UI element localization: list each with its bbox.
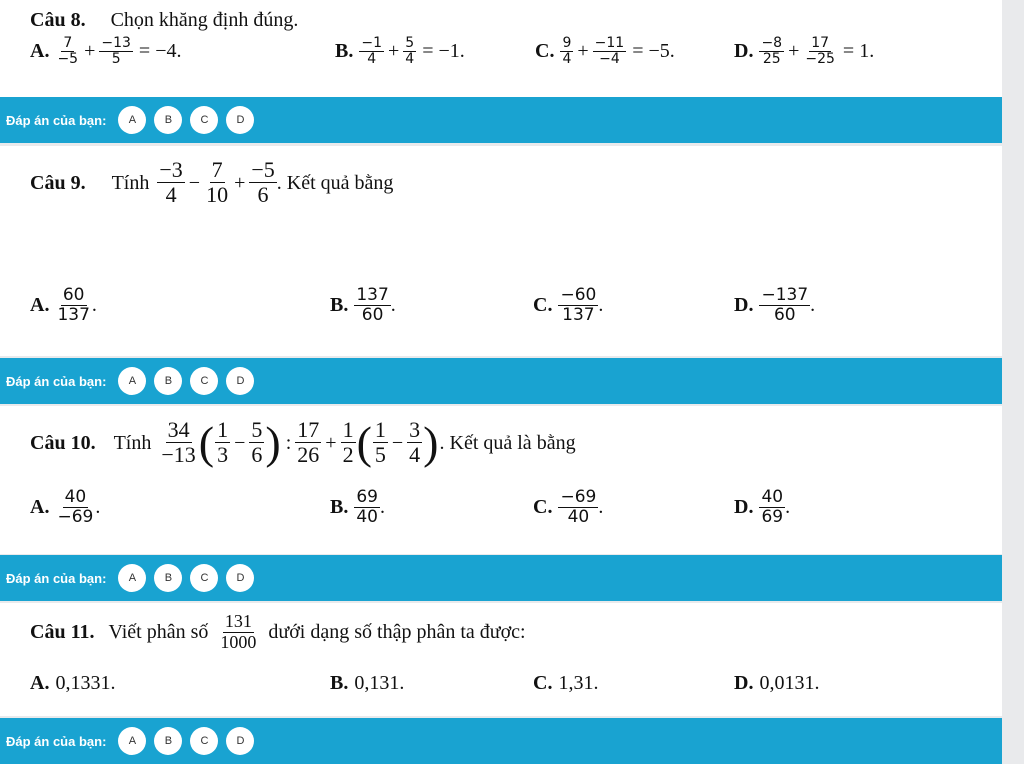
q11-choice-a: A. 0,1331.	[30, 672, 116, 694]
answer-option-c[interactable]: C	[190, 564, 218, 592]
answer-option-b[interactable]: B	[154, 367, 182, 395]
answer-option-c[interactable]: C	[190, 106, 218, 134]
q8-choice-a: A. $\frac{7}{-5}$ + $\frac{-13}{5}$ = −4.	[30, 35, 182, 68]
answer-bar-q11: Đáp án của bạn: A B C D	[0, 718, 1002, 764]
question-text: Chọn khăng định đúng.	[110, 9, 299, 31]
q11-choice-c: C. 1,31.	[533, 672, 599, 694]
answer-option-a[interactable]: A	[118, 367, 146, 395]
question-8-header	[30, 8, 298, 32]
answer-option-d[interactable]: D	[226, 367, 254, 395]
answer-bar-q10: Đáp án của bạn: A B C D	[0, 555, 1002, 601]
question-label: Câu 10.	[30, 431, 96, 454]
q9-choice-c: C. $\frac{-60}{137}$ .	[533, 285, 604, 325]
answer-option-a[interactable]: A	[118, 106, 146, 134]
q9-choice-b: B. $\frac{137}{60}$ .	[330, 285, 396, 325]
answer-option-b[interactable]: B	[154, 564, 182, 592]
answer-option-b[interactable]: B	[154, 727, 182, 755]
answer-option-d[interactable]: D	[226, 106, 254, 134]
question-label: Câu 9.	[30, 171, 86, 194]
question-11-header: Câu 11. Viết phân số $\frac{131}{1000}$ dưới dạng số thập phân ta được:	[30, 611, 526, 652]
question-10-header: Câu 10. Tính $\frac{34}{-13}$ ( $\frac{1}{3}$ − $\frac{5}{6}$ ) : $\frac{17}{26}$ + $\frac{1}{2}$ ( $\frac{1}{5}$ − $\frac{3}{4}$ ) . Kết quả là bằng	[30, 416, 576, 468]
answer-option-a[interactable]: A	[118, 564, 146, 592]
question-9-header: Câu 9. Tính $\frac{-3}{4}$ − $\frac{7}{10}$ + $\frac{-5}{6}$ . Kết quả bằng	[30, 157, 394, 208]
answer-option-a[interactable]: A	[118, 727, 146, 755]
scrollbar-track[interactable]	[1002, 0, 1024, 764]
q11-choice-d: D. 0,0131.	[734, 672, 820, 694]
answer-bar-q8	[0, 97, 1002, 143]
question-label: Câu 8.	[30, 9, 86, 31]
answer-bar-label: Đáp án của bạn:	[6, 112, 107, 128]
q10-choice-d: D. $\frac{40}{69}$ .	[734, 487, 791, 527]
answer-option-d[interactable]: D	[226, 727, 254, 755]
fraction: $\frac{-13}{5}$	[101, 35, 131, 68]
answer-option-d[interactable]: D	[226, 564, 254, 592]
answer-option-c[interactable]: C	[190, 367, 218, 395]
fraction: $\frac{7}{-5}$	[57, 35, 79, 68]
answer-option-c[interactable]: C	[190, 727, 218, 755]
answer-option-b[interactable]: B	[154, 106, 182, 134]
q10-choice-b: B. $\frac{69}{40}$ .	[330, 487, 385, 527]
question-label: Câu 11.	[30, 621, 95, 644]
q8-choice-b: B. $\frac{-1}{4}$ + $\frac{5}{4}$ = −1.	[335, 35, 465, 68]
q10-choice-a: A. $\frac{40}{-69}$ .	[30, 487, 101, 527]
choice-letter: A.	[30, 40, 50, 63]
q11-choice-b: B. 0,131.	[330, 672, 405, 694]
answer-bar-q9: Đáp án của bạn: A B C D	[0, 358, 1002, 404]
q8-choice-c: C. $\frac{9}{4}$ + $\frac{-11}{-4}$ = −5.	[535, 35, 675, 68]
q9-choice-d: D. $\frac{-137}{60}$ .	[734, 285, 816, 325]
q10-choice-c: C. $\frac{-69}{40}$ .	[533, 487, 604, 527]
q9-choice-a: A. $\frac{60}{137}$ .	[30, 285, 97, 325]
q8-choice-d: D. $\frac{-8}{25}$ + $\frac{17}{-25}$ = 1.	[734, 35, 875, 68]
